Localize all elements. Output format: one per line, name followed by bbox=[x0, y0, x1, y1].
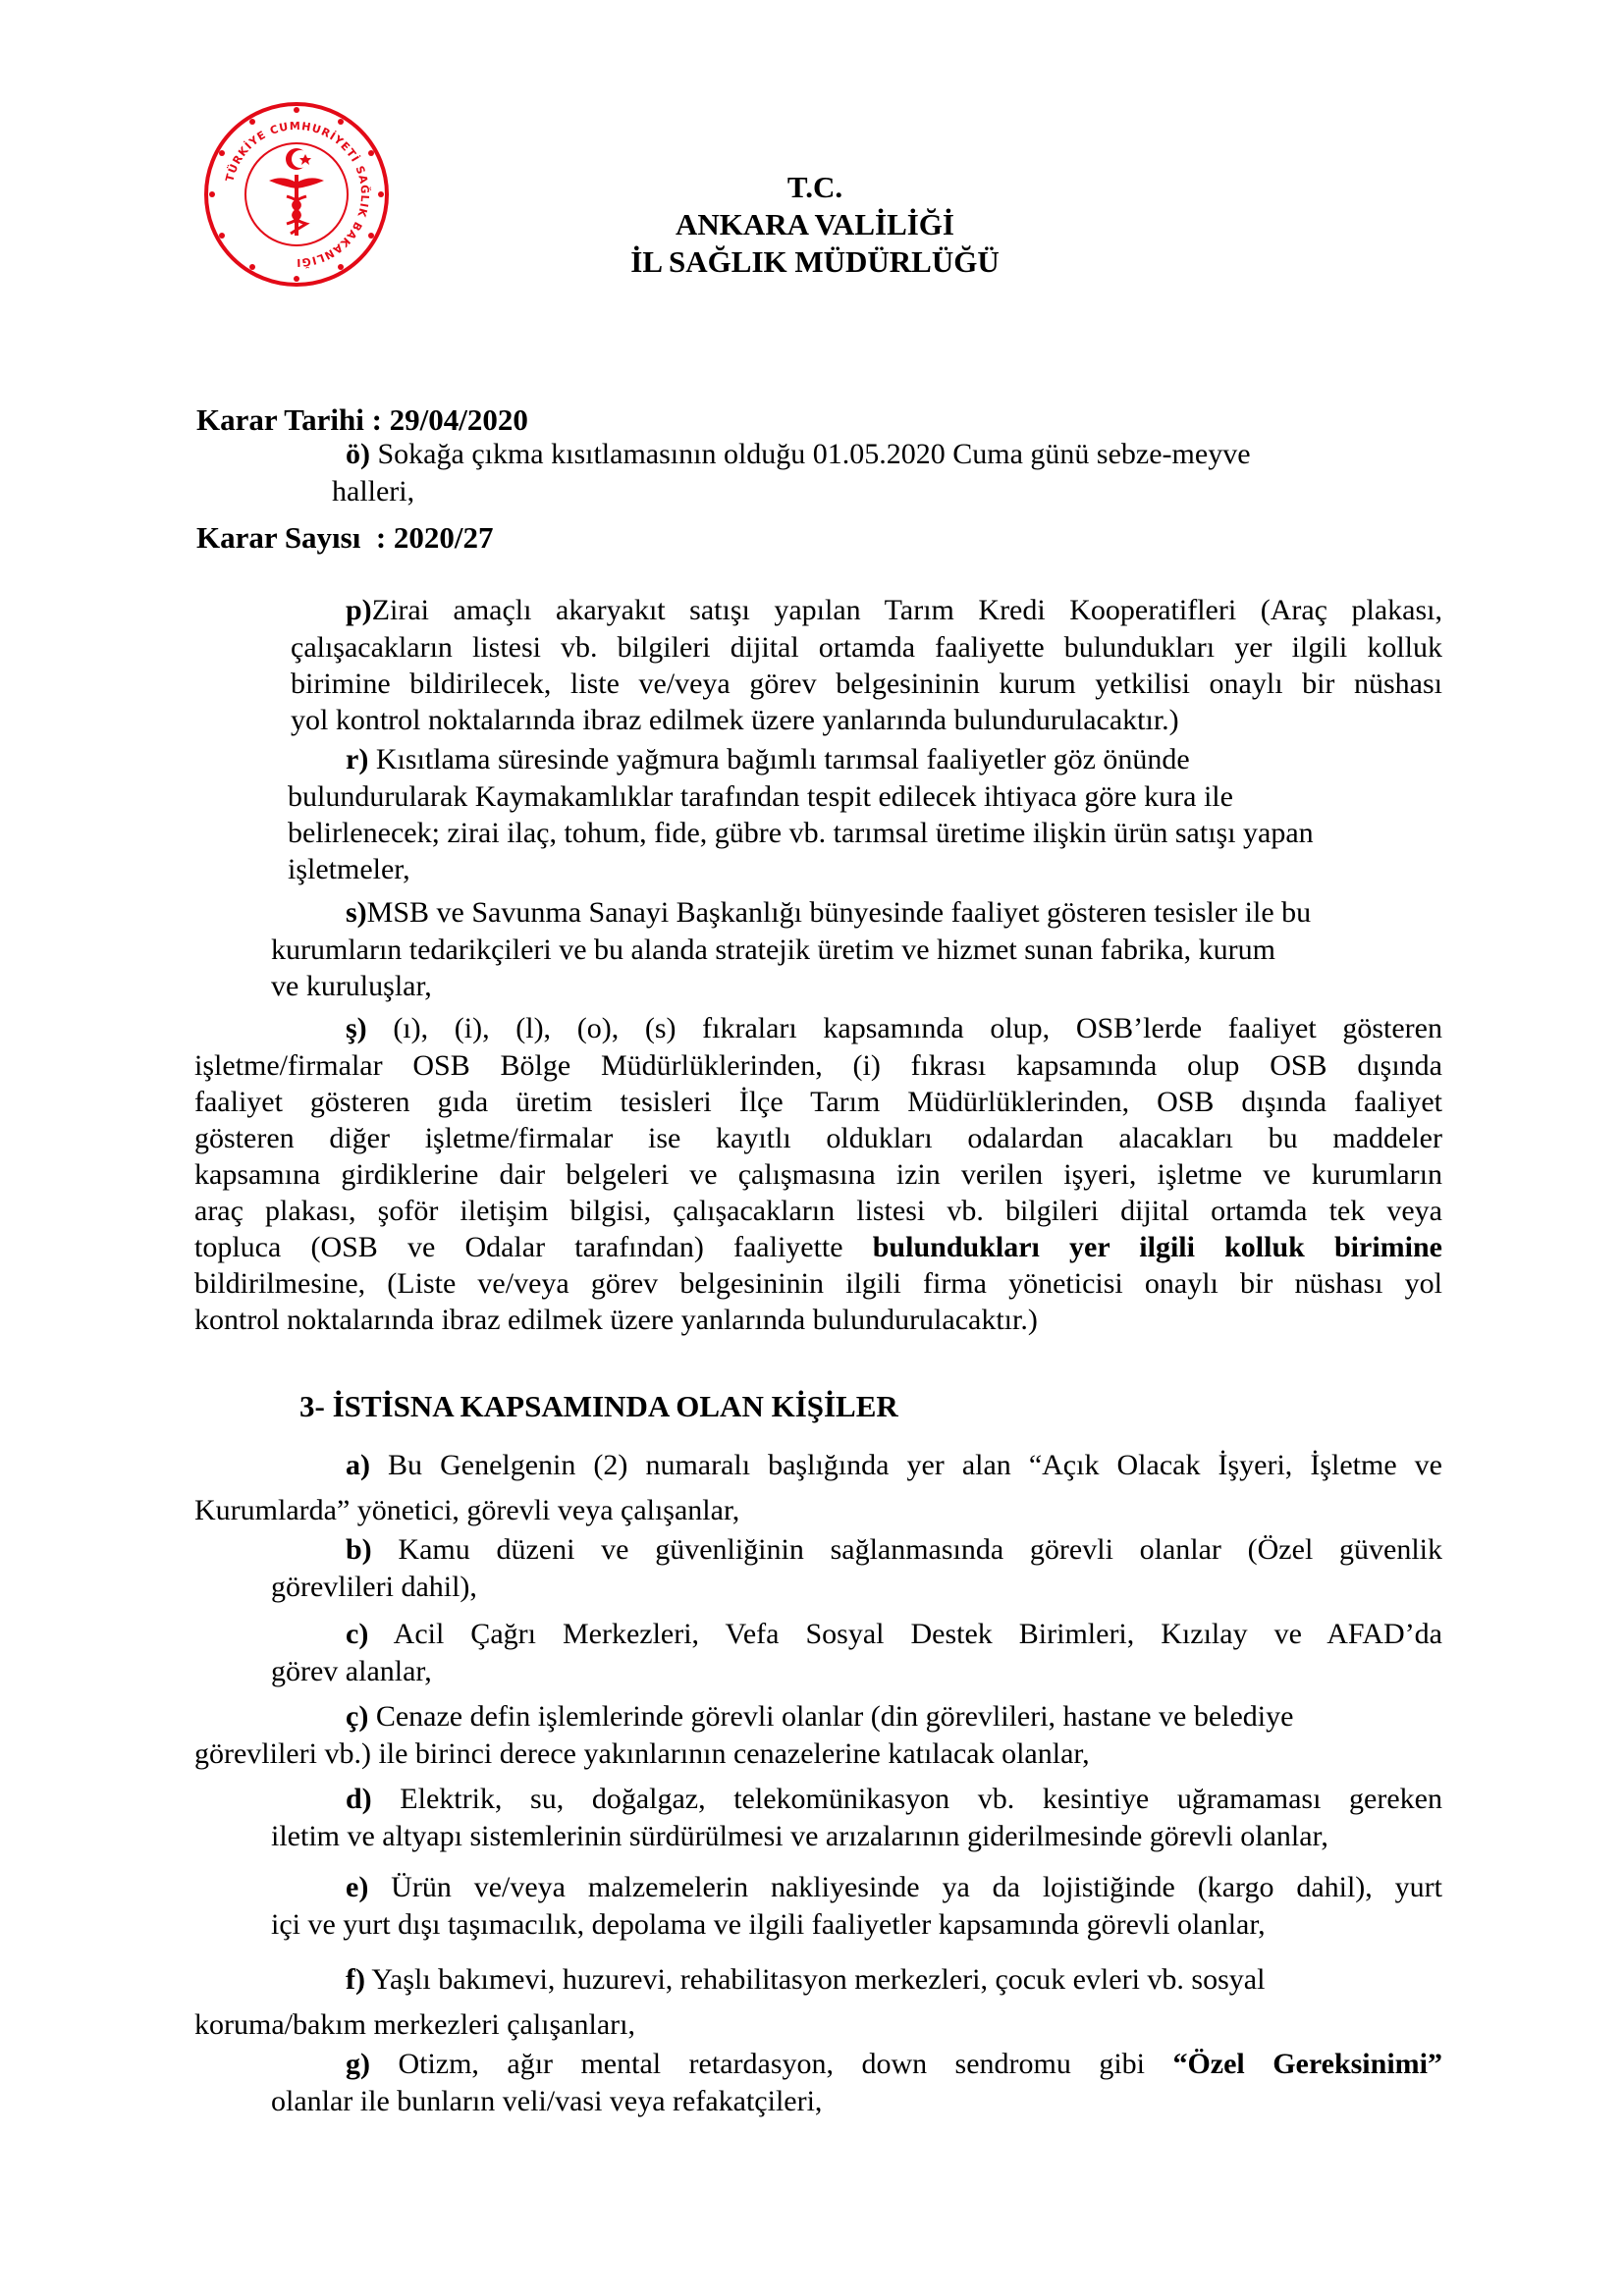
item-text: birimine bildirilecek, liste ve/veya görev belgesininin kurum yetkilisi onaylı bir nüshası bbox=[291, 667, 1442, 700]
item-label: b) bbox=[346, 1533, 372, 1566]
item-text: MSB ve Savunma Sanayi Başkanlığı bünyesinde faaliyet gösteren tesisler ile bu bbox=[366, 896, 1312, 929]
item-text: Elektrik, su, doğalgaz, telekomünikasyon vb. kesintiye uğramaması gereken bbox=[371, 1783, 1442, 1815]
item-text: yol kontrol noktalarında ibraz edilmek üzere yanlarında bulundurulacaktır.) bbox=[291, 704, 1179, 736]
exception-f-cont bbox=[194, 2006, 635, 2043]
item-label: ö) bbox=[346, 438, 370, 470]
item-text: görev alanlar, bbox=[271, 1655, 432, 1687]
item-r-cont bbox=[288, 778, 1314, 887]
item-text: Sokağa çıkma kısıtlamasının olduğu 01.05.2020 Cuma günü sebze-meyve bbox=[370, 438, 1251, 470]
item-text: görevlileri dahil), bbox=[271, 1571, 477, 1603]
item-text: faaliyet gösteren gıda üretim tesisleri İlçe Tarım Müdürlüklerinden, OSB dışında faaliyet bbox=[194, 1086, 1442, 1118]
item-label: a) bbox=[346, 1449, 370, 1481]
item-label: p) bbox=[346, 594, 372, 626]
exception-d bbox=[346, 1781, 1442, 1817]
exception-a bbox=[346, 1447, 1442, 1483]
header-line-mudurluk: İL SAĞLIK MÜDÜRLÜĞÜ bbox=[630, 244, 1000, 279]
item-text: Bu Genelgenin (2) numaralı başlığında yer alan “Açık Olacak İşyeri, İşletme ve bbox=[370, 1449, 1442, 1481]
item-emphasis: “Özel Gereksinimi” bbox=[1172, 2048, 1442, 2080]
item-text: (ı), (i), (l), (o), (s) fıkraları kapsamında olup, OSB’lerde faaliyet gösteren bbox=[366, 1012, 1442, 1044]
exception-b-cont bbox=[271, 1569, 477, 1605]
item-text: içi ve yurt dışı taşımacılık, depolama ve ilgili faaliyetler kapsamında görevli olanlar, bbox=[271, 1908, 1266, 1941]
exception-a-cont bbox=[194, 1492, 739, 1528]
item-label: s) bbox=[346, 896, 367, 929]
item-text: kapsamına girdiklerine dair belgeleri ve çalışmasına izin verilen işyeri, işletme ve kurumların bbox=[194, 1158, 1442, 1191]
item-p bbox=[346, 592, 1442, 628]
exception-c bbox=[346, 1616, 1442, 1652]
item-text: araç plakası, şoför iletişim bilgisi, çalışacakların listesi vb. bilgileri dijital ortamda tek veya bbox=[194, 1195, 1442, 1227]
item-s-cont bbox=[271, 932, 1275, 1004]
item-emphasis: bulundukları yer ilgili kolluk birimine bbox=[872, 1231, 1442, 1263]
item-text: Otizm, ağır mental retardasyon, down sendromu gibi bbox=[370, 2048, 1173, 2080]
exception-e bbox=[346, 1869, 1442, 1905]
item-text: çalışacakların listesi vb. bilgileri dijital ortamda faaliyette bulundukları yer ilgili kolluk bbox=[291, 631, 1442, 664]
header-line-valilik: ANKARA VALİLİĞİ bbox=[676, 207, 954, 241]
exception-e-cont bbox=[271, 1906, 1266, 1943]
item-text: topluca (OSB ve Odalar tarafından) faaliyette bbox=[194, 1231, 873, 1263]
item-text: görevlileri vb.) ile birinci derece yakınlarının cenazelerine katılacak olanlar, bbox=[194, 1737, 1090, 1770]
svg-text:TÜRKİYE CUMHURİYETİ SAĞLIK BAK: TÜRKİYE CUMHURİYETİ SAĞLIK BAKANLIĞI bbox=[223, 119, 372, 270]
item-sh bbox=[346, 1010, 1442, 1046]
letterhead bbox=[550, 169, 1080, 281]
item-label: f) bbox=[346, 1963, 365, 1996]
item-text: Acil Çağrı Merkezleri, Vefa Sosyal Destek Birimleri, Kızılay ve AFAD’da bbox=[368, 1618, 1442, 1650]
item-text: Cenaze defin işlemlerinde görevli olanlar (din görevlileri, hastane ve belediye bbox=[368, 1700, 1294, 1733]
section-title: 3- İSTİSNA KAPSAMINDA OLAN KİŞİLER bbox=[299, 1389, 898, 1423]
exception-b bbox=[346, 1531, 1442, 1568]
item-text: Kurumlarda” yönetici, görevli veya çalışanlar, bbox=[194, 1494, 740, 1526]
exception-cc-cont bbox=[194, 1735, 1090, 1772]
item-label: c) bbox=[346, 1618, 369, 1650]
exception-f bbox=[346, 1961, 1265, 1998]
item-text: kontrol noktalarında ibraz edilmek üzere yanlarında bulundurulacaktır.) bbox=[194, 1304, 1038, 1336]
item-text: Zirai amaçlı akaryakıt satışı yapılan Tarım Kredi Kooperatifleri (Araç plakası, bbox=[371, 594, 1442, 626]
exception-cc bbox=[346, 1698, 1293, 1735]
item-o bbox=[346, 436, 1251, 472]
item-p-cont bbox=[291, 629, 1442, 738]
item-text: bildirilmesine, (Liste ve/veya görev belgesininin ilgili firma yöneticisi onaylı bir nüshası yol bbox=[194, 1267, 1442, 1300]
item-o-cont bbox=[332, 473, 414, 509]
item-text: Kamu düzeni ve güvenliğinin sağlanmasında görevli olanlar (Özel güvenlik bbox=[371, 1533, 1442, 1566]
item-label: ş) bbox=[346, 1012, 367, 1044]
item-label: d) bbox=[346, 1783, 372, 1815]
item-label: r) bbox=[346, 743, 369, 775]
exception-d-cont bbox=[271, 1818, 1328, 1854]
item-text: koruma/bakım merkezleri çalışanları, bbox=[194, 2008, 635, 2041]
exception-c-cont bbox=[271, 1653, 432, 1689]
item-text: Kısıtlama süresinde yağmura bağımlı tarımsal faaliyetler göz önünde bbox=[368, 743, 1190, 775]
item-text: iletim ve altyapı sistemlerinin sürdürülmesi ve arızalarının giderilmesinde görevli olanlar, bbox=[271, 1820, 1328, 1852]
item-label: e) bbox=[346, 1871, 369, 1903]
item-text: bulundurularak Kaymakamlıklar tarafından tespit edilecek ihtiyaca göre kura ile bbox=[288, 780, 1233, 813]
item-text: işletmeler, bbox=[288, 853, 410, 885]
item-text: Ürün ve/veya malzemelerin nakliyesinde ya da lojistiğinde (kargo dahil), yurt bbox=[368, 1871, 1442, 1903]
decision-date: Karar Tarihi : 29/04/2020 bbox=[196, 402, 528, 437]
item-text: kurumların tedarikçileri ve bu alanda stratejik üretim ve hizmet sunan fabrika, kurum bbox=[271, 934, 1275, 966]
exception-g-cont bbox=[271, 2083, 822, 2119]
exception-g bbox=[346, 2046, 1442, 2082]
ministry-of-health-logo bbox=[200, 98, 393, 291]
item-r bbox=[346, 741, 1190, 777]
item-text: işletme/firmalar OSB Bölge Müdürlüklerinden, (i) fıkrası kapsamında olup OSB dışında bbox=[194, 1049, 1442, 1082]
decision-number: Karar Sayısı : 2020/27 bbox=[196, 520, 494, 555]
item-s bbox=[346, 894, 1311, 931]
item-text: Yaşlı bakımevi, huzurevi, rehabilitasyon merkezleri, çocuk evleri vb. sosyal bbox=[364, 1963, 1266, 1996]
item-label: g) bbox=[346, 2048, 370, 2080]
item-text: ve kuruluşlar, bbox=[271, 970, 432, 1002]
item-sh-cont bbox=[194, 1047, 1442, 1338]
header-line-tc: T.C. bbox=[786, 170, 843, 204]
item-label: ç) bbox=[346, 1700, 369, 1733]
item-text: gösteren diğer işletme/firmalar ise kayıtlı oldukları odalardan alacakları bu maddeler bbox=[194, 1122, 1442, 1154]
item-text: belirlenecek; zirai ilaç, tohum, fide, gübre vb. tarımsal üretime ilişkin ürün satışı yapan bbox=[288, 817, 1314, 849]
item-text: halleri, bbox=[332, 475, 415, 507]
item-text: olanlar ile bunların veli/vasi veya refakatçileri, bbox=[271, 2085, 823, 2117]
